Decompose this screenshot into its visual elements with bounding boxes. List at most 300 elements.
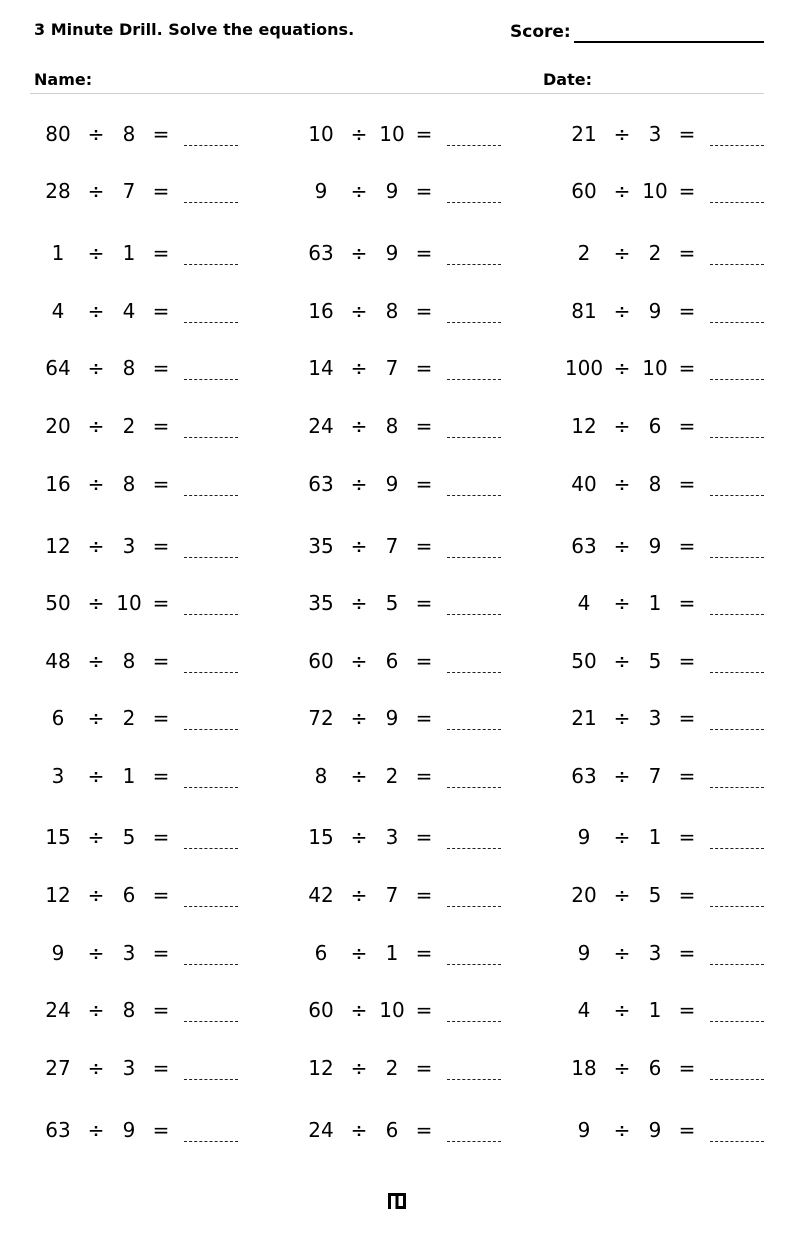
equation	[297, 646, 507, 676]
division-sign: ÷	[613, 998, 631, 1022]
equation	[297, 588, 507, 618]
divisor: 7	[122, 179, 136, 203]
dividend: 6	[314, 941, 328, 965]
divisor: 5	[648, 649, 662, 673]
answer-blank[interactable]	[447, 437, 501, 438]
equals-sign: =	[415, 591, 433, 615]
division-sign: ÷	[87, 1056, 105, 1080]
divisor: 9	[122, 1118, 136, 1142]
equals-sign: =	[415, 825, 433, 849]
dividend: 28	[45, 179, 71, 203]
equals-sign: =	[415, 1118, 433, 1142]
answer-blank[interactable]	[447, 202, 501, 203]
dividend: 12	[571, 414, 597, 438]
dividend: 63	[308, 472, 334, 496]
divisor: 4	[122, 299, 136, 323]
answer-blank[interactable]	[710, 906, 764, 907]
equals-sign: =	[678, 998, 696, 1022]
dividend: 8	[314, 764, 328, 788]
score-label: Score:	[510, 22, 571, 42]
equation	[34, 761, 244, 791]
equation	[34, 176, 244, 206]
answer-blank[interactable]	[184, 379, 238, 380]
answer-blank[interactable]	[184, 729, 238, 730]
divisor: 8	[122, 472, 136, 496]
equation	[297, 353, 507, 383]
division-sign: ÷	[613, 472, 631, 496]
division-sign: ÷	[350, 825, 368, 849]
divisor: 6	[385, 649, 399, 673]
equals-sign: =	[415, 764, 433, 788]
equals-sign: =	[678, 1118, 696, 1142]
equation	[34, 938, 244, 968]
division-sign: ÷	[87, 649, 105, 673]
equals-sign: =	[678, 1056, 696, 1080]
answer-blank[interactable]	[447, 495, 501, 496]
division-sign: ÷	[350, 472, 368, 496]
answer-blank[interactable]	[710, 557, 764, 558]
equation	[560, 469, 770, 499]
divisor: 2	[122, 414, 136, 438]
answer-blank[interactable]	[184, 437, 238, 438]
divisor: 8	[122, 998, 136, 1022]
division-sign: ÷	[87, 414, 105, 438]
division-sign: ÷	[87, 472, 105, 496]
division-sign: ÷	[613, 414, 631, 438]
answer-blank[interactable]	[184, 202, 238, 203]
dividend: 16	[308, 299, 334, 323]
divisor: 1	[122, 764, 136, 788]
equation	[297, 531, 507, 561]
dividend: 63	[571, 764, 597, 788]
equals-sign: =	[152, 649, 170, 673]
equation	[560, 1115, 770, 1145]
equals-sign: =	[415, 883, 433, 907]
equation	[297, 995, 507, 1025]
divisor: 9	[385, 472, 399, 496]
dividend: 18	[571, 1056, 597, 1080]
answer-blank[interactable]	[184, 557, 238, 558]
dividend: 35	[308, 591, 334, 615]
header-divider	[30, 93, 764, 94]
answer-blank[interactable]	[710, 145, 764, 146]
division-sign: ÷	[613, 1056, 631, 1080]
equation	[34, 353, 244, 383]
equals-sign: =	[415, 241, 433, 265]
answer-blank[interactable]	[184, 964, 238, 965]
divisor: 8	[648, 472, 662, 496]
divisor: 9	[385, 179, 399, 203]
equals-sign: =	[152, 299, 170, 323]
divisor: 7	[385, 883, 399, 907]
dividend: 27	[45, 1056, 71, 1080]
answer-blank[interactable]	[710, 1079, 764, 1080]
division-sign: ÷	[87, 764, 105, 788]
equals-sign: =	[678, 941, 696, 965]
answer-blank[interactable]	[184, 787, 238, 788]
dividend: 10	[308, 122, 334, 146]
equation	[560, 646, 770, 676]
divisor: 6	[648, 1056, 662, 1080]
division-sign: ÷	[613, 299, 631, 323]
equals-sign: =	[678, 883, 696, 907]
equation	[34, 588, 244, 618]
equation	[560, 353, 770, 383]
equation	[560, 761, 770, 791]
answer-blank[interactable]	[184, 1021, 238, 1022]
divisor: 3	[122, 941, 136, 965]
dividend: 50	[571, 649, 597, 673]
equation	[297, 938, 507, 968]
answer-blank[interactable]	[710, 495, 764, 496]
division-sign: ÷	[350, 356, 368, 380]
divisor: 2	[122, 706, 136, 730]
dividend: 100	[564, 356, 604, 380]
division-sign: ÷	[613, 706, 631, 730]
divisor: 1	[648, 825, 662, 849]
answer-blank[interactable]	[447, 145, 501, 146]
answer-blank[interactable]	[710, 1141, 764, 1142]
dividend: 20	[571, 883, 597, 907]
division-sign: ÷	[350, 1118, 368, 1142]
equals-sign: =	[152, 179, 170, 203]
equals-sign: =	[152, 764, 170, 788]
dividend: 24	[308, 1118, 334, 1142]
divisor: 10	[379, 998, 405, 1022]
division-sign: ÷	[613, 649, 631, 673]
divisor: 10	[116, 591, 142, 615]
equals-sign: =	[152, 534, 170, 558]
divisor: 8	[385, 414, 399, 438]
answer-blank[interactable]	[184, 906, 238, 907]
score-answer-line[interactable]	[574, 41, 764, 43]
equals-sign: =	[152, 825, 170, 849]
answer-blank[interactable]	[447, 614, 501, 615]
divisor: 3	[648, 122, 662, 146]
equation	[560, 119, 770, 149]
equals-sign: =	[415, 414, 433, 438]
divisor: 10	[642, 356, 668, 380]
division-sign: ÷	[613, 122, 631, 146]
division-sign: ÷	[350, 179, 368, 203]
divisor: 2	[385, 1056, 399, 1080]
division-sign: ÷	[350, 998, 368, 1022]
equals-sign: =	[678, 706, 696, 730]
equals-sign: =	[678, 179, 696, 203]
answer-blank[interactable]	[447, 1141, 501, 1142]
dividend: 16	[45, 472, 71, 496]
dividend: 14	[308, 356, 334, 380]
divisor: 7	[385, 356, 399, 380]
dividend: 12	[308, 1056, 334, 1080]
answer-blank[interactable]	[710, 322, 764, 323]
division-sign: ÷	[350, 883, 368, 907]
answer-blank[interactable]	[710, 787, 764, 788]
equation	[34, 238, 244, 268]
dividend: 15	[308, 825, 334, 849]
equation	[34, 822, 244, 852]
equals-sign: =	[152, 883, 170, 907]
divisor: 8	[122, 356, 136, 380]
equation	[34, 411, 244, 441]
answer-blank[interactable]	[447, 906, 501, 907]
equation	[297, 296, 507, 326]
equation	[560, 703, 770, 733]
equation	[34, 1053, 244, 1083]
dividend: 21	[571, 706, 597, 730]
division-sign: ÷	[87, 941, 105, 965]
divisor: 8	[385, 299, 399, 323]
equation	[560, 531, 770, 561]
equation	[34, 703, 244, 733]
divisor: 9	[648, 1118, 662, 1142]
division-sign: ÷	[613, 534, 631, 558]
divisor: 1	[648, 591, 662, 615]
divisor: 6	[648, 414, 662, 438]
division-sign: ÷	[350, 1056, 368, 1080]
dividend: 64	[45, 356, 71, 380]
division-sign: ÷	[87, 534, 105, 558]
equals-sign: =	[415, 356, 433, 380]
equation	[560, 938, 770, 968]
dividend: 40	[571, 472, 597, 496]
division-sign: ÷	[350, 706, 368, 730]
equation	[34, 119, 244, 149]
equals-sign: =	[152, 241, 170, 265]
equals-sign: =	[415, 706, 433, 730]
dividend: 50	[45, 591, 71, 615]
division-sign: ÷	[87, 706, 105, 730]
dividend: 60	[308, 649, 334, 673]
equals-sign: =	[152, 414, 170, 438]
answer-blank[interactable]	[710, 1021, 764, 1022]
answer-blank[interactable]	[710, 729, 764, 730]
dividend: 4	[51, 299, 65, 323]
division-sign: ÷	[613, 356, 631, 380]
divisor: 7	[385, 534, 399, 558]
equation	[297, 1115, 507, 1145]
worksheet-title: 3 Minute Drill. Solve the equations.	[34, 20, 355, 39]
equals-sign: =	[678, 764, 696, 788]
equation	[34, 469, 244, 499]
dividend: 42	[308, 883, 334, 907]
division-sign: ÷	[87, 1118, 105, 1142]
dividend: 4	[577, 998, 591, 1022]
equation	[297, 411, 507, 441]
equals-sign: =	[152, 941, 170, 965]
dividend: 63	[308, 241, 334, 265]
answer-blank[interactable]	[447, 264, 501, 265]
divisor: 2	[648, 241, 662, 265]
equals-sign: =	[152, 1118, 170, 1142]
dividend: 48	[45, 649, 71, 673]
division-sign: ÷	[87, 591, 105, 615]
equation	[34, 1115, 244, 1145]
equals-sign: =	[678, 414, 696, 438]
answer-blank[interactable]	[184, 1141, 238, 1142]
dividend: 1	[51, 241, 65, 265]
equation	[560, 880, 770, 910]
divisor: 3	[648, 941, 662, 965]
division-sign: ÷	[87, 356, 105, 380]
equation	[297, 238, 507, 268]
dividend: 24	[308, 414, 334, 438]
equals-sign: =	[152, 472, 170, 496]
equation	[297, 1053, 507, 1083]
equation	[34, 531, 244, 561]
division-sign: ÷	[87, 179, 105, 203]
equation	[560, 995, 770, 1025]
equation	[560, 1053, 770, 1083]
equals-sign: =	[415, 998, 433, 1022]
answer-blank[interactable]	[710, 264, 764, 265]
answer-blank[interactable]	[447, 379, 501, 380]
division-sign: ÷	[350, 941, 368, 965]
divisor: 8	[122, 649, 136, 673]
equals-sign: =	[678, 241, 696, 265]
divisor: 3	[385, 825, 399, 849]
division-sign: ÷	[350, 241, 368, 265]
equals-sign: =	[678, 299, 696, 323]
divisor: 3	[648, 706, 662, 730]
dividend: 3	[51, 764, 65, 788]
equation	[297, 176, 507, 206]
divisor: 5	[122, 825, 136, 849]
equals-sign: =	[415, 1056, 433, 1080]
equals-sign: =	[152, 122, 170, 146]
divisor: 3	[122, 534, 136, 558]
answer-blank[interactable]	[447, 787, 501, 788]
answer-blank[interactable]	[447, 557, 501, 558]
dividend: 60	[571, 179, 597, 203]
dividend: 9	[314, 179, 328, 203]
dividend: 81	[571, 299, 597, 323]
divisor: 5	[385, 591, 399, 615]
answer-blank[interactable]	[447, 672, 501, 673]
division-sign: ÷	[350, 122, 368, 146]
equals-sign: =	[415, 941, 433, 965]
answer-blank[interactable]	[710, 202, 764, 203]
answer-blank[interactable]	[710, 848, 764, 849]
divisor: 2	[385, 764, 399, 788]
equals-sign: =	[678, 356, 696, 380]
equation	[297, 119, 507, 149]
dividend: 24	[45, 998, 71, 1022]
answer-blank[interactable]	[184, 614, 238, 615]
equation	[297, 822, 507, 852]
answer-blank[interactable]	[447, 322, 501, 323]
division-sign: ÷	[350, 299, 368, 323]
equals-sign: =	[678, 591, 696, 615]
divisor: 6	[122, 883, 136, 907]
equals-sign: =	[415, 179, 433, 203]
equation	[34, 646, 244, 676]
divisor: 10	[642, 179, 668, 203]
equation	[297, 761, 507, 791]
divisor: 5	[648, 883, 662, 907]
equals-sign: =	[152, 356, 170, 380]
equation	[297, 469, 507, 499]
dividend: 12	[45, 534, 71, 558]
date-label: Date:	[543, 70, 592, 89]
equals-sign: =	[415, 122, 433, 146]
answer-blank[interactable]	[184, 1079, 238, 1080]
division-sign: ÷	[350, 649, 368, 673]
answer-blank[interactable]	[447, 964, 501, 965]
division-sign: ÷	[350, 534, 368, 558]
equation	[34, 880, 244, 910]
division-sign: ÷	[87, 883, 105, 907]
answer-blank[interactable]	[447, 1079, 501, 1080]
dividend: 80	[45, 122, 71, 146]
answer-blank[interactable]	[447, 729, 501, 730]
name-label: Name:	[34, 70, 93, 89]
answer-blank[interactable]	[184, 495, 238, 496]
divisor: 1	[122, 241, 136, 265]
answer-blank[interactable]	[447, 848, 501, 849]
equals-sign: =	[152, 706, 170, 730]
equals-sign: =	[152, 998, 170, 1022]
equation	[560, 411, 770, 441]
dividend: 6	[51, 706, 65, 730]
divisor: 9	[648, 534, 662, 558]
division-sign: ÷	[87, 241, 105, 265]
divisor: 3	[122, 1056, 136, 1080]
division-sign: ÷	[87, 122, 105, 146]
equation	[560, 822, 770, 852]
answer-blank[interactable]	[447, 1021, 501, 1022]
dividend: 9	[577, 825, 591, 849]
dividend: 9	[577, 1118, 591, 1142]
answer-blank[interactable]	[710, 964, 764, 965]
division-sign: ÷	[87, 998, 105, 1022]
equation	[34, 995, 244, 1025]
division-sign: ÷	[613, 941, 631, 965]
answer-blank[interactable]	[184, 322, 238, 323]
answer-blank[interactable]	[184, 848, 238, 849]
division-sign: ÷	[613, 591, 631, 615]
divisor: 1	[385, 941, 399, 965]
dividend: 63	[571, 534, 597, 558]
divisor: 10	[379, 122, 405, 146]
divisor: 7	[648, 764, 662, 788]
equals-sign: =	[678, 825, 696, 849]
dividend: 4	[577, 591, 591, 615]
equals-sign: =	[415, 534, 433, 558]
dividend: 60	[308, 998, 334, 1022]
answer-blank[interactable]	[710, 614, 764, 615]
division-sign: ÷	[613, 883, 631, 907]
divisor: 6	[385, 1118, 399, 1142]
answer-blank[interactable]	[184, 145, 238, 146]
equals-sign: =	[678, 649, 696, 673]
divisor: 9	[385, 706, 399, 730]
answer-blank[interactable]	[184, 672, 238, 673]
answer-blank[interactable]	[710, 379, 764, 380]
equation	[560, 296, 770, 326]
division-sign: ÷	[87, 825, 105, 849]
dividend: 9	[577, 941, 591, 965]
answer-blank[interactable]	[184, 264, 238, 265]
dividend: 2	[577, 241, 591, 265]
answer-blank[interactable]	[710, 437, 764, 438]
division-sign: ÷	[613, 179, 631, 203]
equation	[297, 703, 507, 733]
answer-blank[interactable]	[710, 672, 764, 673]
division-sign: ÷	[350, 591, 368, 615]
equals-sign: =	[678, 534, 696, 558]
dividend: 9	[51, 941, 65, 965]
